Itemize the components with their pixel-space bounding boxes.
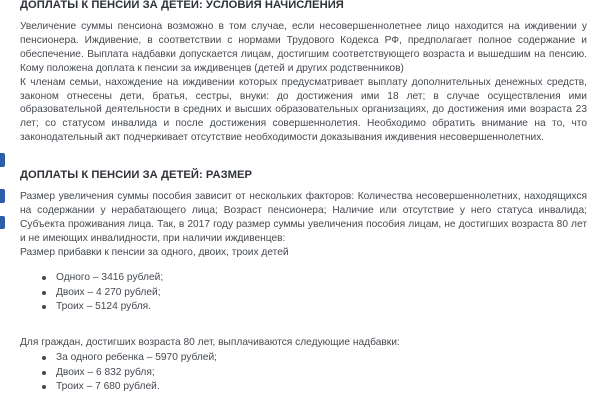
list-item: Троих – 5124 рубля. bbox=[42, 300, 163, 315]
list-item: Троих – 7 680 рублей. bbox=[42, 380, 217, 395]
amount-list-under-80 bbox=[42, 271, 163, 315]
section-heading-conditions: ДОПЛАТЫ К ПЕНСИИ ЗА ДЕТЕЙ: УСЛОВИЯ НАЧИСЛЕНИЯ bbox=[20, 0, 344, 11]
list-item: Двоих – 4 270 рублей; bbox=[42, 286, 163, 301]
conditions-paragraph-2: К членам семьи, нахождение на иждивении которых предусматривает выплату дополнительных денежных средств, законом отнесены дети, братья, сестры, внуки: до достижения ими 18 лет; в случае осуществления ими образовательной деятельности в средних и высших образовательных организациях, до достижения ими возраста 23 лет; со статусом инвалида и после достижения совершеннолетия. Необходимо обратить внимание на то, что законодательный акт подчеркивает отсутствие необходимости доказывания иждивения несовершеннолетних. bbox=[20, 76, 587, 144]
amount-paragraph-1: Размер увеличения суммы пособия зависит от нескольких факторов: Количества несовершеннолетних, находящихся на содержании у нерабатающего лица; Возраст пенсионера; Наличие или отсутствие у него статуса инвалида; Субъекта проживания лица. Так, в 2017 году размер суммы увеличения пособия лицам, не достигших возраста 80 лет и не имеющих инвалидности, при наличии иждивенцев: bbox=[20, 191, 587, 244]
left-social-tab[interactable] bbox=[0, 189, 5, 203]
section-heading-amount: ДОПЛАТЫ К ПЕНСИИ ЗА ДЕТЕЙ: РАЗМЕР bbox=[20, 169, 253, 181]
amount-text bbox=[20, 190, 587, 260]
left-social-tab[interactable] bbox=[0, 216, 5, 229]
list-item: Одного – 3416 рублей; bbox=[42, 271, 163, 286]
amount-paragraph-2: Размер прибавки к пенсии за одного, двоих, троих детей bbox=[20, 246, 289, 258]
list-item: Двоих – 6 832 рубля; bbox=[42, 366, 217, 381]
amount-list-over-80 bbox=[42, 351, 217, 395]
article-content bbox=[14, 0, 592, 400]
conditions-paragraph-1: Увеличение суммы пенсиона возможно в том случае, если несовершеннолетнее лицо находится на иждивении у пенсионера. Иждивение, в соответствии с нормами Трудового Кодекса РФ, предполагает полное содержание и обеспечение. Выплата надбавки допускается лицам, достигшим соответствующего возраста и вышедшим на пенсию. Кому положена доплата к пенсии за иждивенцев (детей и других родственников) bbox=[20, 21, 587, 74]
left-social-tab[interactable] bbox=[0, 153, 5, 167]
amount-over-80-text bbox=[20, 336, 560, 350]
conditions-text bbox=[20, 20, 587, 145]
list-item: За одного ребенка – 5970 рублей; bbox=[42, 351, 217, 366]
amount-paragraph-over-80: Для граждан, достигших возраста 80 лет, выплачиваются следующие надбавки: bbox=[20, 337, 400, 348]
